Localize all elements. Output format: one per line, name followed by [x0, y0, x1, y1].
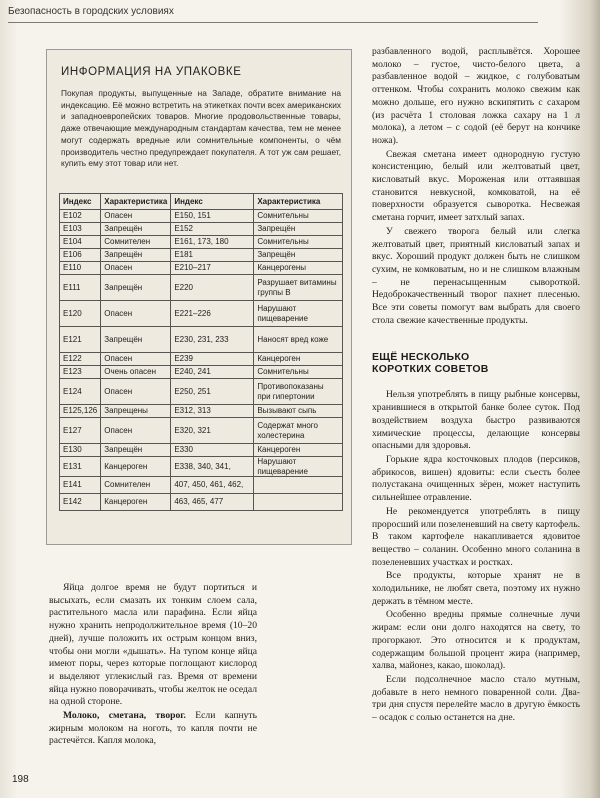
cell-characteristic-2: Вызывают сыпь — [254, 405, 343, 418]
cell-characteristic-1: Опасен — [101, 353, 171, 366]
paragraph-sour-cream: Свежая сметана имеет однородную густую консистенцию, белый или желтоватый цвет, кисловатый вкус. Мороженая или оттаявшая становится невкусной, комковатой, на её поверхности образуется сыворотка. Несвежая сметана горчит, имеет затхлый запах. — [372, 148, 580, 224]
cell-index-1: E102 — [60, 210, 101, 223]
cell-characteristic-1: Запрещён — [101, 249, 171, 262]
table-row — [60, 353, 343, 366]
cell-characteristic-1: Запрещён — [101, 223, 171, 236]
cell-index-2: 407, 450, 461, 462, — [171, 477, 254, 494]
cell-index-1: E110 — [60, 262, 101, 275]
cell-characteristic-2: Канцероген — [254, 353, 343, 366]
paragraph-storage-dark: Все продукты, которые хранят не в холодильнике, не любят света, поэтому их нужно держать в тёмном месте. — [372, 570, 580, 607]
sidebar-intro: Покупая продукты, выпущенные на Западе, обратите внимание на индексацию. Её можно встретить на этикетках почти всех американских и западноевропейских товаров. Многие продовольственные товары, даже отвечающие международным стандартам качества, тем не менее могут содержать вредные или сомнительные компоненты, о чём производитель честно предупреждает покупателя. А тот уж сам решает, купить ему этот товар или нет. — [61, 88, 341, 169]
cell-index-1: E103 — [60, 223, 101, 236]
paragraph-milk-continued: разбавленного водой, расплывётся. Хорошее молоко – густое, чисто-белого цвета, а разбавленное водой – жидкое, с голубоватым оттенком. Чтобы сохранить молоко свежим как можно дольше, его нужно вскипятить с сахаром (из расчёта 1 столовая ложка сахару на 1 л молока), а летом – с содой (её берут на кончике ножа). — [372, 46, 580, 146]
table-row — [60, 223, 343, 236]
cell-characteristic-1: Запрещён — [101, 275, 171, 301]
cell-index-2: E338, 340, 341, — [171, 457, 254, 477]
table-row — [60, 494, 343, 511]
cell-characteristic-1: Канцероген — [101, 457, 171, 477]
cell-index-1: E141 — [60, 477, 101, 494]
cell-characteristic-1: Очень опасен — [101, 366, 171, 379]
section-title — [372, 351, 580, 375]
table-body — [60, 210, 343, 511]
paragraph-potatoes: Не рекомендуется употреблять в пищу проросший или позеленевший на свету картофель. В таком картофеле накапливается ядовитое вещество – соланин. Особенно много соланина в позеленевших участках и ростках. — [372, 505, 580, 568]
cell-characteristic-1: Запрещён — [101, 327, 171, 353]
table-row — [60, 457, 343, 477]
table-row — [60, 210, 343, 223]
table-row — [60, 275, 343, 301]
table-row — [60, 366, 343, 379]
cell-index-1: E120 — [60, 301, 101, 327]
cell-characteristic-2: Нарушают пищеварение — [254, 301, 343, 327]
header-rule — [8, 22, 538, 23]
cell-index-2: 463, 465, 477 — [171, 494, 254, 511]
paragraph-sunflower-oil: Если подсолнечное масло стало мутным, добавьте в него немного поваренной соли. Два-три дня спустя перелейте масло в другую ёмкость – осадок с солью останется на дне. — [372, 673, 580, 724]
cell-index-1: E142 — [60, 494, 101, 511]
cell-index-2: E240, 241 — [171, 366, 254, 379]
cell-index-2: E330 — [171, 444, 254, 457]
cell-characteristic-2: Сомнительны — [254, 236, 343, 249]
table-row — [60, 418, 343, 444]
cell-characteristic-2 — [254, 477, 343, 494]
left-text-column — [49, 582, 257, 748]
cell-index-1: E122 — [60, 353, 101, 366]
cell-characteristic-2: Запрещён — [254, 249, 343, 262]
table-row — [60, 301, 343, 327]
cell-characteristic-1: Опасен — [101, 379, 171, 405]
page-number: 198 — [12, 774, 29, 785]
running-head: Безопасность в городских условиях — [8, 6, 174, 17]
milk-heading: Молоко, сметана, творог. — [63, 710, 186, 722]
header-characteristic-1: Характеристика — [101, 194, 171, 210]
cell-index-1: E104 — [60, 236, 101, 249]
table-row — [60, 379, 343, 405]
cell-index-2: E239 — [171, 353, 254, 366]
cell-characteristic-1: Сомнителен — [101, 236, 171, 249]
cell-index-1: E127 — [60, 418, 101, 444]
cell-index-1: E106 — [60, 249, 101, 262]
table-row — [60, 444, 343, 457]
cell-characteristic-2: Сомнительны — [254, 366, 343, 379]
e-codes-table — [59, 193, 343, 511]
cell-characteristic-1: Канцероген — [101, 494, 171, 511]
cell-characteristic-2 — [254, 494, 343, 511]
cell-index-2: E181 — [171, 249, 254, 262]
cell-index-2: E210–217 — [171, 262, 254, 275]
cell-index-1: E124 — [60, 379, 101, 405]
cell-index-2: E230, 231, 233 — [171, 327, 254, 353]
cell-index-2: E152 — [171, 223, 254, 236]
cell-characteristic-1: Опасен — [101, 210, 171, 223]
cell-characteristic-1: Опасен — [101, 301, 171, 327]
cell-index-1: E121 — [60, 327, 101, 353]
info-sidebar-box — [46, 49, 352, 545]
table-row — [60, 327, 343, 353]
paragraph-kernels: Горькие ядра косточковых плодов (персиков, абрикосов, вишен) ядовиты: если съесть более полустакана очищенных зёрен, может наступить сильнейшее отравление. — [372, 453, 580, 504]
cell-characteristic-2: Противопоказаны при гипертонии — [254, 379, 343, 405]
paragraph-milk-intro — [49, 710, 257, 748]
cell-characteristic-1: Опасен — [101, 418, 171, 444]
cell-index-2: E150, 151 — [171, 210, 254, 223]
cell-characteristic-2: Разрушает витамины группы В — [254, 275, 343, 301]
table-row — [60, 249, 343, 262]
cell-index-1: E111 — [60, 275, 101, 301]
right-text-column — [372, 46, 580, 725]
header-index-2: Индекс — [171, 194, 254, 210]
cell-characteristic-2: Запрещён — [254, 223, 343, 236]
table-header-row — [60, 194, 343, 210]
cell-characteristic-1: Опасен — [101, 262, 171, 275]
paragraph-sunlight-fats: Особенно вредны прямые солнечные лучи жирам: если они долго находятся на свету, то прогоркают. Это относится и к продуктам, содержащим большой процент жира (например, халва, майонез, какао, шоколад). — [372, 609, 580, 672]
table-row — [60, 405, 343, 418]
cell-characteristic-2: Наносят вред коже — [254, 327, 343, 353]
cell-characteristic-2: Нарушают пищеварение — [254, 457, 343, 477]
cell-index-1: E125,126 — [60, 405, 101, 418]
header-index-1: Индекс — [60, 194, 101, 210]
cell-characteristic-2: Канцерогены — [254, 262, 343, 275]
cell-index-2: E161, 173, 180 — [171, 236, 254, 249]
milk-intro-text: Если капнуть жирным молоком на ноготь, то капля почти не растечётся. Капля молока, — [49, 710, 257, 747]
paragraph-canned-fish: Нельзя употреблять в пищу рыбные консервы, хранившиеся в открытой банке более суток. Под воздействием воздуха быстро развиваются химические процессы, делающие консервы опасными для здоровья. — [372, 389, 580, 452]
sidebar-title: ИНФОРМАЦИЯ НА УПАКОВКЕ — [61, 66, 242, 78]
cell-characteristic-1: Сомнителен — [101, 477, 171, 494]
cell-characteristic-1: Запрещены — [101, 405, 171, 418]
cell-index-2: E312, 313 — [171, 405, 254, 418]
header-characteristic-2: Характеристика — [254, 194, 343, 210]
section-title-line-1: ЕЩЁ НЕСКОЛЬКО — [372, 351, 470, 364]
cell-characteristic-2: Сомнительны — [254, 210, 343, 223]
cell-index-1: E123 — [60, 366, 101, 379]
paragraph-cottage-cheese: У свежего творога белый или слегка желтоватый цвет, приятный кисловатый запах и вкус. Хороший продукт должен быть не слишком сухим, не комковатым, но и не слишком влажным – не перенасыщенным сывороткой. Недоброкачественный творог пахнет плесенью. Все эти советы помогут вам выбрать для своего стола свежие качественные продукты. — [372, 225, 580, 326]
cell-characteristic-2: Канцероген — [254, 444, 343, 457]
table-row — [60, 477, 343, 494]
paragraph-eggs: Яйца долгое время не будут портиться и высыхать, если смазать их тонким слоем сала, растительного масла или парафина. Если яйца нужно хранить непродолжительное время (10–20 дней), лучше положить их острым концом вниз, чтобы они могли «дышать». На тупом конце яйца имеют поры, через которые поглощают кислород и выделяют углекислый газ. Время от времени яйца нужно поворачивать, чтобы желток не оседал на одной стороне. — [49, 582, 257, 708]
cell-index-1: E131 — [60, 457, 101, 477]
table-row — [60, 262, 343, 275]
cell-index-2: E320, 321 — [171, 418, 254, 444]
section-title-line-2: КОРОТКИХ СОВЕТОВ — [372, 363, 489, 376]
cell-index-2: E221–226 — [171, 301, 254, 327]
cell-characteristic-2: Содержат много холестерина — [254, 418, 343, 444]
cell-characteristic-1: Запрещён — [101, 444, 171, 457]
cell-index-2: E250, 251 — [171, 379, 254, 405]
cell-index-1: E130 — [60, 444, 101, 457]
cell-index-2: E220 — [171, 275, 254, 301]
table-row — [60, 236, 343, 249]
